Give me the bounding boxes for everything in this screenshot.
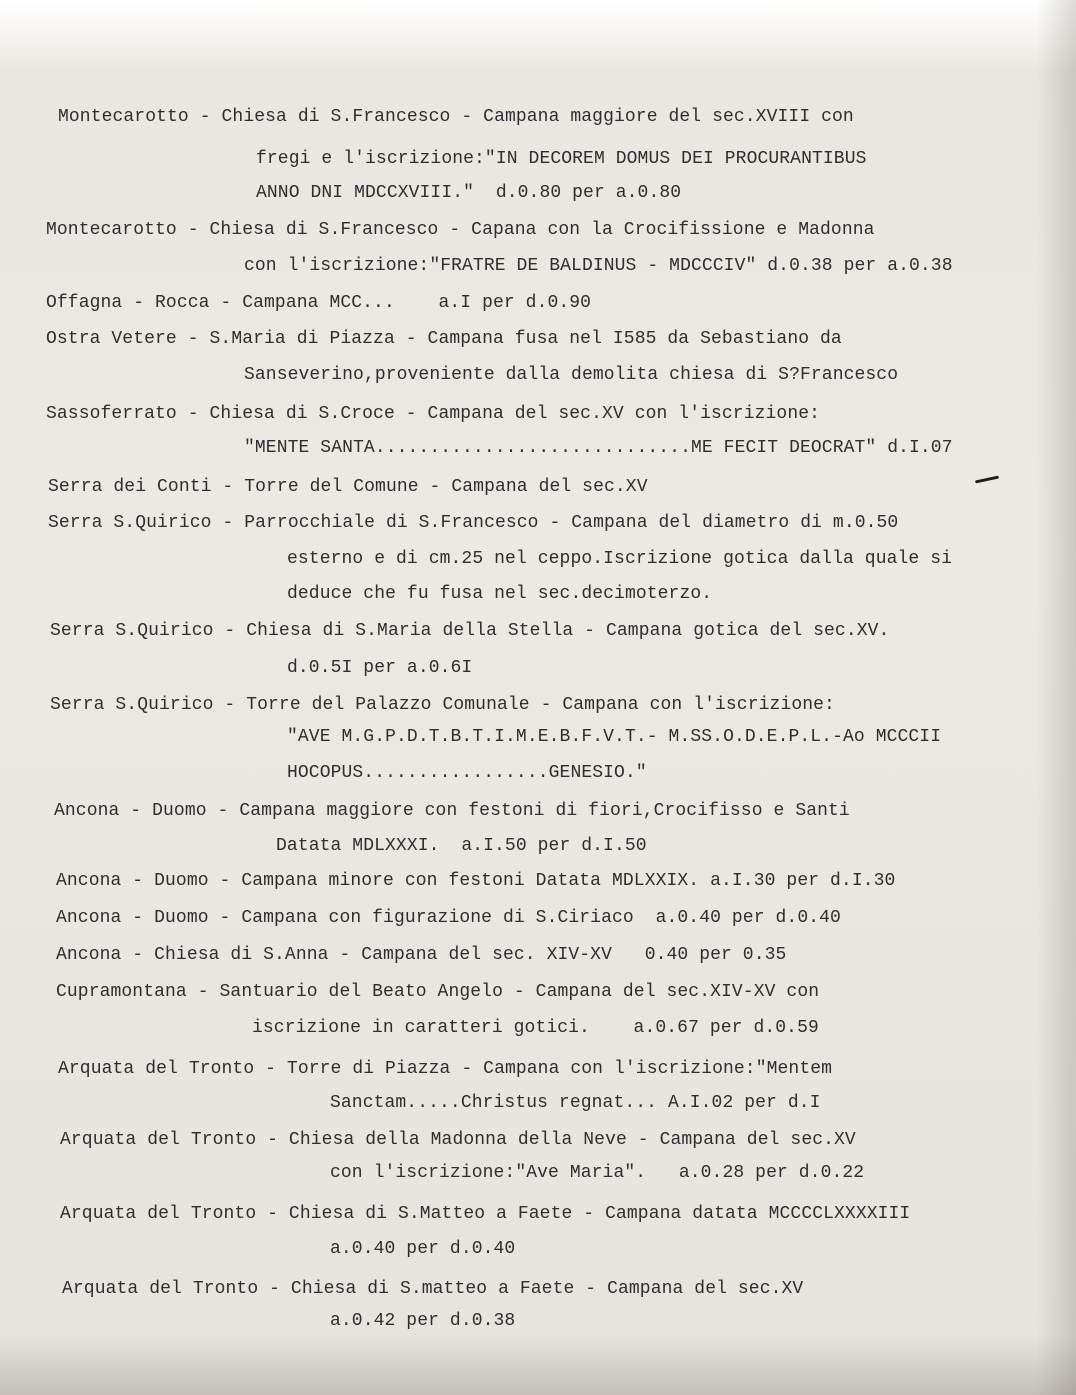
entry-line: Ancona - Duomo - Campana minore con festoni Datata MDLXXIX. a.I.30 per d.I.30 (56, 871, 896, 891)
entry-line: Arquata del Tronto - Torre di Piazza - Campana con l'iscrizione:"Mentem (58, 1059, 833, 1079)
entry-line: Ancona - Duomo - Campana maggiore con festoni di fiori,Crocifisso e Santi (54, 801, 850, 821)
entry-line: ANNO DNI MDCCXVIII." d.0.80 per a.0.80 (256, 183, 682, 203)
entry-line: HOCOPUS.................GENESIO." (287, 763, 647, 783)
entry-line: Sanseverino,proveniente dalla demolita chiesa di S?Francesco (244, 365, 899, 385)
entry-line: Arquata del Tronto - Chiesa di S.Matteo a Faete - Campana datata MCCCCLXXXXIII (60, 1204, 911, 1224)
entry-line: d.0.5I per a.0.6I (287, 658, 473, 678)
entry-line: Serra S.Quirico - Parrocchiale di S.Francesco - Campana del diametro di m.0.50 (48, 513, 899, 533)
entry-line: Sassoferrato - Chiesa di S.Croce - Campana del sec.XV con l'iscrizione: (46, 404, 821, 424)
entry-line: Arquata del Tronto - Chiesa di S.matteo a Faete - Campana del sec.XV (62, 1279, 804, 1299)
entry-line: deduce che fu fusa nel sec.decimoterzo. (287, 584, 713, 604)
entry-line: Ancona - Duomo - Campana con figurazione di S.Ciriaco a.0.40 per d.0.40 (56, 908, 841, 928)
entry-line: fregi e l'iscrizione:"IN DECOREM DOMUS DEI PROCURANTIBUS (256, 149, 867, 169)
entry-line: a.0.42 per d.0.38 (330, 1311, 516, 1331)
entry-line: esterno e di cm.25 nel ceppo.Iscrizione gotica dalla quale si (287, 549, 953, 569)
entry-line: "MENTE SANTA.............................ME FECIT DEOCRAT" d.I.07 (244, 438, 953, 458)
entry-line: Sanctam.....Christus regnat... A.I.02 per d.I (330, 1093, 821, 1113)
entry-line: Serra S.Quirico - Torre del Palazzo Comunale - Campana con l'iscrizione: (50, 695, 835, 715)
page-shadow (1036, 0, 1076, 1395)
entry-line: Montecarotto - Chiesa di S.Francesco - Capana con la Crocifissione e Madonna (46, 220, 875, 240)
entry-line: Cupramontana - Santuario del Beato Angelo - Campana del sec.XIV-XV con (56, 982, 820, 1002)
entry-line: Serra S.Quirico - Chiesa di S.Maria della Stella - Campana gotica del sec.XV. (50, 621, 890, 641)
entry-line: Ostra Vetere - S.Maria di Piazza - Campana fusa nel I585 da Sebastiano da (46, 329, 842, 349)
entry-line: Montecarotto - Chiesa di S.Francesco - Campana maggiore del sec.XVIII con (58, 107, 854, 127)
entry-line: Offagna - Rocca - Campana MCC... a.I per d.0.90 (46, 293, 592, 313)
entry-line: con l'iscrizione:"FRATRE DE BALDINUS - MDCCCIV" d.0.38 per a.0.38 (244, 256, 953, 276)
entry-line: Datata MDLXXXI. a.I.50 per d.I.50 (276, 836, 647, 856)
entry-line: con l'iscrizione:"Ave Maria". a.0.28 per d.0.22 (330, 1163, 865, 1183)
entry-line: Serra dei Conti - Torre del Comune - Campana del sec.XV (48, 477, 648, 497)
entry-line: iscrizione in caratteri gotici. a.0.67 per d.0.59 (252, 1018, 819, 1038)
entry-line: "AVE M.G.P.D.T.B.T.I.M.E.B.F.V.T.- M.SS.O.D.E.P.L.-Ao MCCCII (287, 727, 942, 747)
page-shadow (0, 1335, 1076, 1395)
entry-line: a.0.40 per d.0.40 (330, 1239, 516, 1259)
entry-line: Ancona - Chiesa di S.Anna - Campana del sec. XIV-XV 0.40 per 0.35 (56, 945, 787, 965)
entry-line: Arquata del Tronto - Chiesa della Madonna della Neve - Campana del sec.XV (60, 1130, 856, 1150)
